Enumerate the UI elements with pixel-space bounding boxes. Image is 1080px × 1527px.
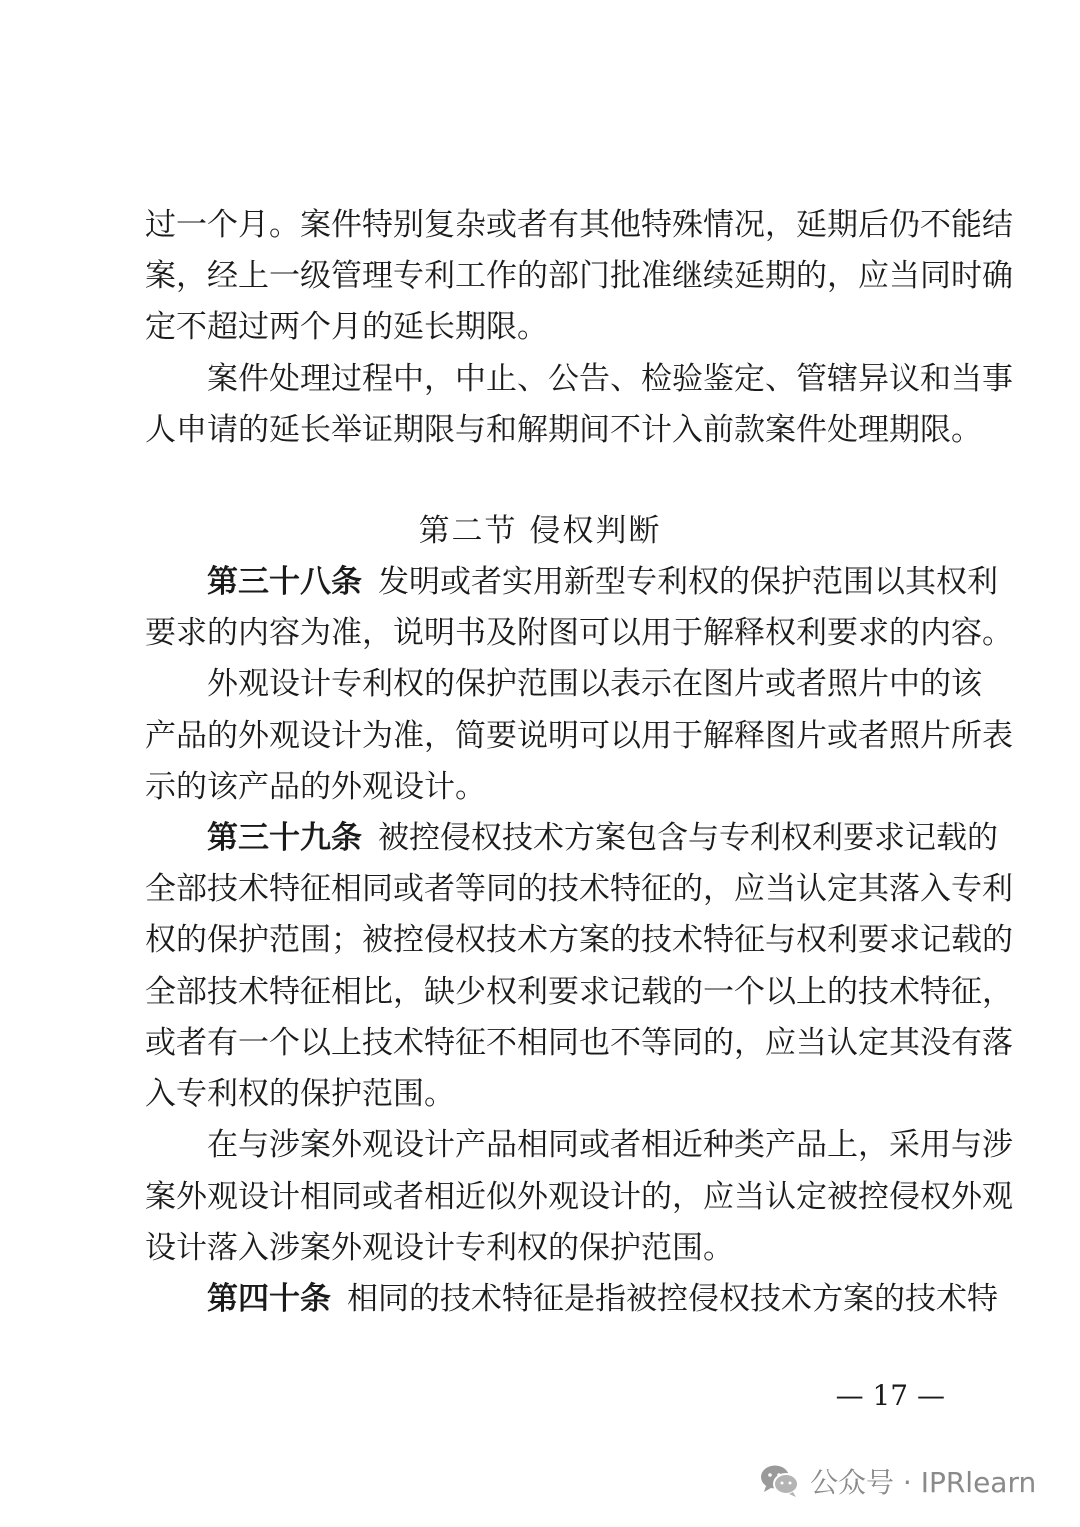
text-line: 要求的内容为准，说明书及附图可以用于解释权利要求的内容。 — [145, 615, 1013, 651]
text-line: 全部技术特征相比，缺少权利要求记载的一个以上的技术特征， — [145, 974, 1013, 1010]
text-line: 人申请的延长举证期限与和解期间不计入前款案件处理期限。 — [145, 412, 982, 448]
article-label: 第四十条 — [207, 1281, 331, 1317]
page-number: — 17 — — [835, 1379, 945, 1412]
section-title: 第二节 侵权判断 — [418, 513, 662, 549]
text-line: 全部技术特征相同或者等同的技术特征的，应当认定其落入专利 — [145, 871, 1013, 907]
article-label: 第三十八条 — [207, 564, 362, 600]
watermark — [760, 1456, 1036, 1506]
text-line: 被控侵权技术方案包含与专利权利要求记载的 — [378, 820, 998, 856]
text-line: 产品的外观设计为准，简要说明可以用于解释图片或者照片所表 — [145, 718, 1013, 754]
article-40-first-line — [207, 1279, 998, 1319]
text-line: 外观设计专利权的保护范围以表示在图片或者照片中的该 — [207, 666, 982, 702]
text-line: 案外观设计相同或者相近似外观设计的，应当认定被控侵权外观 — [145, 1179, 1013, 1215]
text-line: 设计落入涉案外观设计专利权的保护范围。 — [145, 1230, 734, 1266]
article-label: 第三十九条 — [207, 820, 362, 856]
text-line: 在与涉案外观设计产品相同或者相近种类产品上，采用与涉 — [207, 1127, 1013, 1163]
text-line: 入专利权的保护范围。 — [145, 1076, 455, 1112]
text-line: 发明或者实用新型专利权的保护范围以其权利 — [378, 564, 998, 600]
text-line: 或者有一个以上技术特征不相同也不等同的，应当认定其没有落 — [145, 1025, 1013, 1061]
text-line: 过一个月。案件特别复杂或者有其他特殊情况，延期后仍不能结 — [145, 207, 1013, 243]
wechat-icon — [760, 1464, 800, 1498]
text-line: 相同的技术特征是指被控侵权技术方案的技术特 — [347, 1281, 998, 1317]
article-39-first-line — [207, 818, 998, 858]
article-38-first-line — [207, 562, 998, 602]
watermark-text: 公众号 · IPRlearn — [810, 1466, 1037, 1499]
text-line: 案，经上一级管理专利工作的部门批准继续延期的，应当同时确 — [145, 258, 1013, 294]
text-line: 权的保护范围；被控侵权技术方案的技术特征与权利要求记载的 — [145, 922, 1013, 958]
text-line: 示的该产品的外观设计。 — [145, 769, 486, 805]
text-line: 定不超过两个月的延长期限。 — [145, 309, 548, 345]
text-line: 案件处理过程中，中止、公告、检验鉴定、管辖异议和当事 — [207, 361, 1013, 397]
